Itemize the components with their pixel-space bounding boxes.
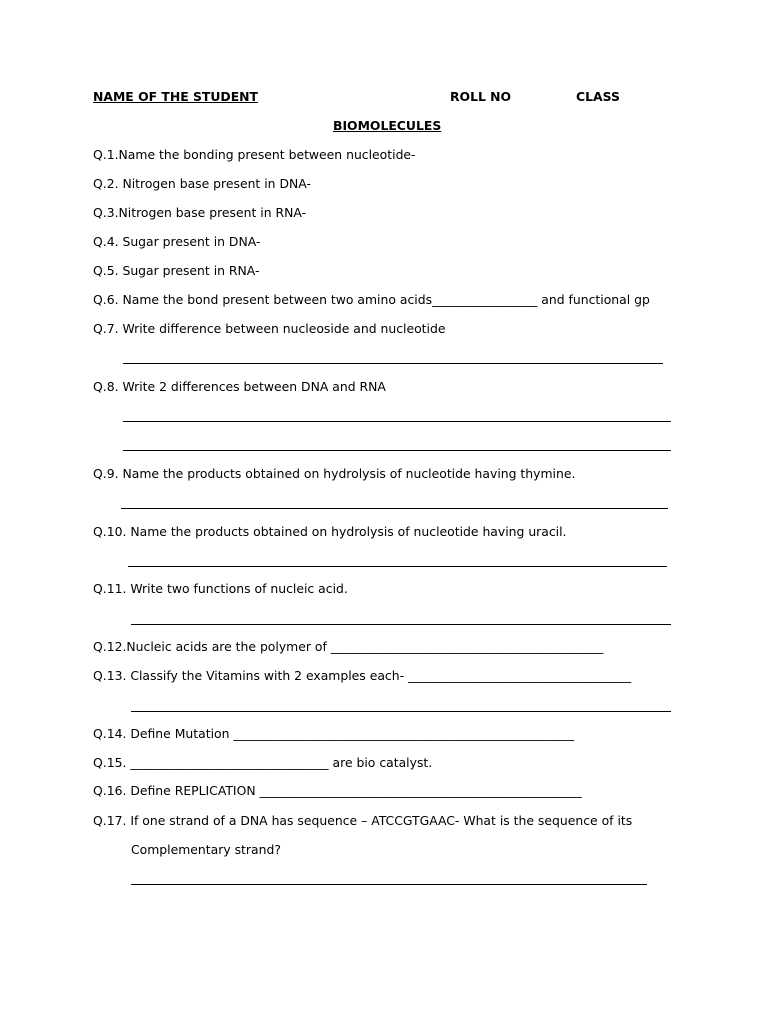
answer-line-q11[interactable] — [131, 624, 671, 625]
question-8: Q.8. Write 2 differences between DNA and RNA — [93, 379, 386, 394]
question-13: Q.13. Classify the Vitamins with 2 examples each- ____________________________________ — [93, 668, 632, 683]
answer-line-q10[interactable] — [128, 566, 667, 567]
answer-line-q13[interactable] — [131, 711, 671, 712]
question-1: Q.1.Name the bonding present between nucleotide- — [93, 147, 416, 162]
question-16: Q.16. Define REPLICATION ____________________________________________________ — [93, 783, 582, 798]
student-name-label: NAME OF THE STUDENT — [93, 89, 258, 104]
question-17-continued: Complementary strand? — [131, 842, 281, 857]
question-4: Q.4. Sugar present in DNA- — [93, 234, 261, 249]
answer-line-q8-2[interactable] — [123, 450, 671, 451]
question-15: Q.15. ________________________________ are bio catalyst. — [93, 755, 433, 770]
question-11: Q.11. Write two functions of nucleic acid. — [93, 581, 348, 596]
class-label: CLASS — [576, 89, 620, 104]
question-14: Q.14. Define Mutation _______________________________________________________ — [93, 726, 575, 741]
roll-no-label: ROLL NO — [450, 89, 512, 104]
question-6: Q.6. Name the bond present between two amino acids_________________ and functional gp — [93, 292, 650, 307]
worksheet-title: BIOMOLECULES — [333, 118, 442, 133]
question-12: Q.12.Nucleic acids are the polymer of ____________________________________________ — [93, 639, 604, 654]
question-3: Q.3.Nitrogen base present in RNA- — [93, 205, 307, 220]
answer-line-q17[interactable] — [131, 884, 647, 885]
answer-line-q8-1[interactable] — [123, 421, 671, 422]
question-17: Q.17. If one strand of a DNA has sequence – ATCCGTGAAC- What is the sequence of its — [93, 813, 633, 828]
question-5: Q.5. Sugar present in RNA- — [93, 263, 260, 278]
question-10: Q.10. Name the products obtained on hydrolysis of nucleotide having uracil. — [93, 524, 567, 539]
question-7: Q.7. Write difference between nucleoside and nucleotide — [93, 321, 446, 336]
question-2: Q.2. Nitrogen base present in DNA- — [93, 176, 311, 191]
question-9: Q.9. Name the products obtained on hydrolysis of nucleotide having thymine. — [93, 466, 576, 481]
answer-line-q7[interactable] — [123, 363, 663, 364]
answer-line-q9[interactable] — [121, 508, 668, 509]
